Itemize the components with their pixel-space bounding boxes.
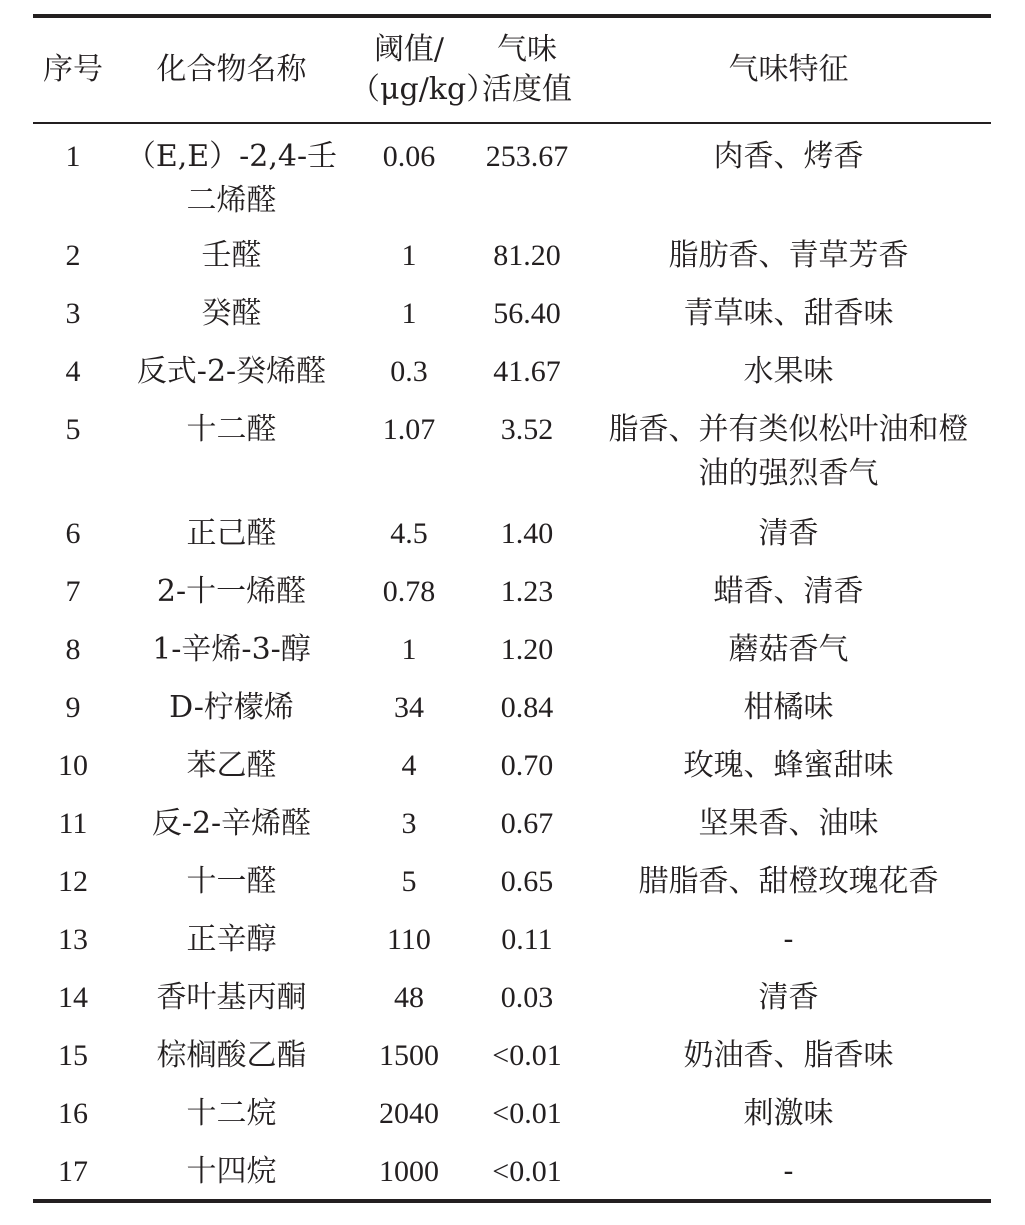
cell-threshold: 1 [401,297,417,330]
cell-index: 1 [65,140,81,173]
table-row [33,1027,991,1085]
cell-index: 3 [65,297,81,330]
cell-threshold: 1500 [379,1039,439,1072]
cell-oav: 1.20 [500,633,554,666]
cell-index: 12 [58,865,88,898]
header-threshold-line2: （μg/kg） [350,72,497,107]
cell-index: 9 [65,691,81,724]
cell-compound-name: 十四烷 [186,1154,277,1189]
cell-odor: 坚果香、油味 [698,806,879,841]
cell-odor: 清香 [758,980,819,1015]
cell-threshold: 1 [401,633,417,666]
cell-oav: 0.11 [501,923,553,956]
header-oav-line2: 活度值 [482,72,572,107]
cell-oav: 3.52 [500,413,554,446]
cell-compound-name: 反式-2-癸烯醛 [136,354,327,389]
cell-odor: 蘑菇香气 [728,632,849,667]
odor-compound-table-wrapper [33,14,991,1203]
cell-odor: 脂肪香、青草芳香 [668,238,909,273]
cell-index: 4 [65,355,81,388]
table-body [33,123,991,1201]
cell-compound-name: 壬醛 [201,238,262,273]
table-row [33,227,991,285]
cell-compound-name: D-柠檬烯 [169,690,294,725]
cell-index: 13 [58,923,88,956]
cell-index: 11 [58,807,88,840]
cell-threshold: 0.06 [382,140,436,173]
cell-compound-name: 正辛醇 [186,922,277,957]
cell-compound-name: 十一醛 [186,864,277,899]
cell-index: 7 [65,575,81,608]
cell-oav: 253.67 [485,140,569,173]
cell-odor: 水果味 [743,354,834,389]
cell-index: 10 [58,749,88,782]
cell-threshold: 0.78 [382,575,436,608]
cell-threshold: 0.3 [390,355,428,388]
table-row [33,1085,991,1143]
header-threshold-line1: 阈值/ [373,32,445,67]
cell-odor: 玫瑰、蜂蜜甜味 [683,748,894,783]
cell-compound-name: 癸醛 [201,296,262,331]
cell-compound-name: 正己醛 [186,516,277,551]
cell-odor: 腊脂香、甜橙玫瑰花香 [638,864,939,899]
cell-odor: 肉香、烤香 [713,139,864,174]
table-row [33,853,991,911]
cell-compound-name: 1-辛烯-3-醇 [152,632,311,667]
cell-oav: <0.01 [492,1039,562,1072]
odor-compound-table [33,14,991,1203]
cell-oav: 0.65 [500,865,554,898]
cell-odor: 青草味、甜香味 [683,296,894,331]
cell-odor: - [783,1154,794,1189]
cell-oav: <0.01 [492,1097,562,1130]
cell-compound-name: 香叶基丙酮 [156,980,307,1015]
cell-oav: 81.20 [493,239,561,272]
cell-threshold: 34 [394,691,424,724]
cell-odor: 脂香、并有类似松叶油和橙 油的强烈香气 [608,412,969,491]
header-compound-name: 化合物名称 [156,52,307,87]
table-row [33,123,991,227]
cell-odor: 蜡香、清香 [713,574,864,609]
cell-index: 16 [58,1097,88,1130]
cell-index: 5 [65,413,81,446]
cell-index: 2 [65,239,81,272]
cell-compound-name: （E,E）-2,4-壬 二烯醛 [125,139,338,218]
table-row [33,401,991,505]
cell-oav: 41.67 [493,355,561,388]
header-index: 序号 [43,52,103,87]
cell-oav: 0.84 [500,691,554,724]
cell-index: 17 [58,1155,88,1188]
cell-compound-name: 2-十一烯醛 [156,574,307,609]
table-row [33,911,991,969]
cell-compound-name: 棕榈酸乙酯 [156,1038,307,1073]
cell-oav: 1.23 [500,575,554,608]
cell-threshold: 3 [401,807,417,840]
cell-threshold: 1 [401,239,417,272]
header-row [33,16,991,123]
cell-threshold: 48 [394,981,424,1014]
cell-oav: 56.40 [493,297,561,330]
table-row [33,969,991,1027]
cell-threshold: 5 [401,865,417,898]
cell-odor: 柑橘味 [743,690,834,725]
cell-compound-name: 十二醛 [186,412,277,447]
cell-compound-name: 十二烷 [186,1096,277,1131]
cell-index: 14 [58,981,88,1014]
cell-index: 6 [65,517,81,550]
cell-oav: 0.67 [500,807,554,840]
table-row [33,679,991,737]
table-row [33,621,991,679]
cell-threshold: 4.5 [390,517,428,550]
cell-compound-name: 反-2-辛烯醛 [151,806,312,841]
table-row [33,563,991,621]
table-row [33,343,991,401]
table-row [33,505,991,563]
cell-odor: 清香 [758,516,819,551]
table-row [33,1143,991,1201]
cell-compound-name: 苯乙醛 [186,748,277,783]
cell-odor: 刺激味 [743,1096,834,1131]
cell-threshold: 1000 [379,1155,439,1188]
header-threshold [350,16,497,123]
table-header [33,16,991,123]
cell-oav: 0.70 [500,749,554,782]
cell-odor: - [783,922,794,957]
cell-oav: 1.40 [500,517,554,550]
cell-index: 8 [65,633,81,666]
cell-threshold: 2040 [379,1097,439,1130]
table-row [33,285,991,343]
cell-threshold: 4 [401,749,417,782]
cell-threshold: 1.07 [382,413,436,446]
table-row [33,795,991,853]
cell-threshold: 110 [387,923,431,956]
header-odor-activity-value [468,16,586,123]
cell-oav: 0.03 [500,981,554,1014]
cell-odor: 奶油香、脂香味 [683,1038,894,1073]
table-row [33,737,991,795]
cell-index: 15 [58,1039,88,1072]
header-odor-characteristics: 气味特征 [728,52,849,87]
header-oav-line1: 气味 [497,32,557,67]
cell-oav: <0.01 [492,1155,562,1188]
